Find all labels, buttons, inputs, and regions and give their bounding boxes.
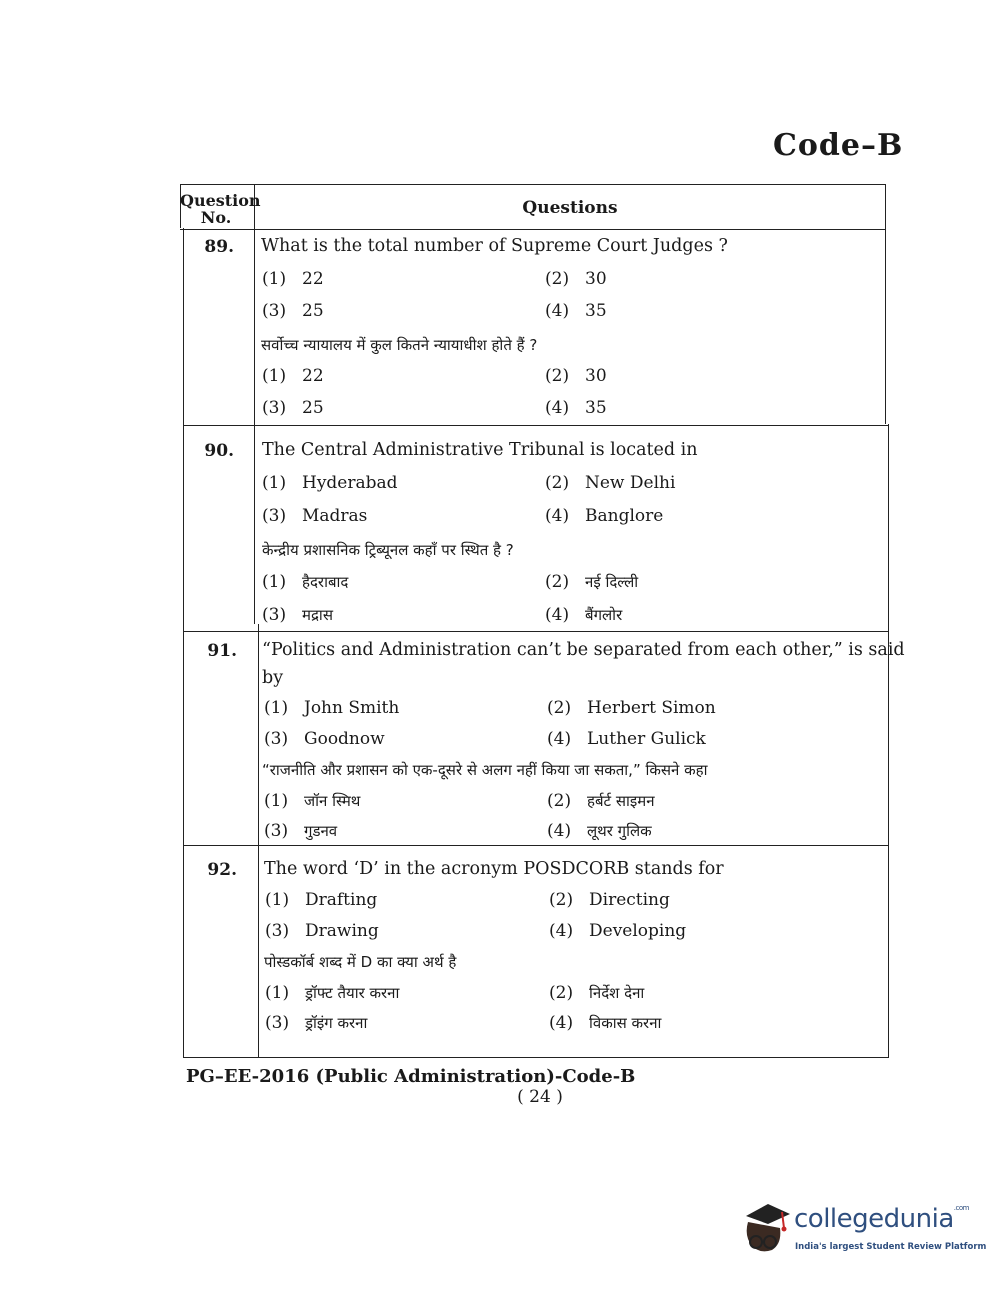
option-4-en: (4) Banglore xyxy=(545,506,664,526)
option-3-hi: (3) मद्रास xyxy=(262,605,333,625)
question-text-en-line1: “Politics and Administration can’t be separated from each other,” is said xyxy=(262,640,905,660)
option-1-hi: (1) जॉन स्मिथ xyxy=(264,791,361,811)
option-3-hi: (3) गुडनव xyxy=(264,821,338,841)
option-3-en: (3) Madras xyxy=(262,506,368,526)
header-questions: Questions xyxy=(522,198,618,218)
header-row-divider xyxy=(180,229,885,230)
code-label: Code–B xyxy=(773,128,904,163)
option-2-hi: (2) हर्बर्ट साइमन xyxy=(547,791,655,811)
option-3-hi: (3) ड्रॉइंग करना xyxy=(265,1013,368,1033)
row-divider-89-90 xyxy=(183,425,888,426)
logo-tagline: India's largest Student Review Platform xyxy=(795,1242,987,1252)
option-1-en: (1) 22 xyxy=(262,269,324,289)
option-2-en: (2) New Delhi xyxy=(545,473,676,493)
question-text-hi: केन्द्रीय प्रशासनिक ट्रिब्यूनल कहाँ पर स्थित है ? xyxy=(262,541,514,559)
option-4-hi: (4) लूथर गुलिक xyxy=(547,821,652,841)
question-text-hi: सर्वोच्च न्यायालय में कुल कितने न्यायाधीश होते हैं ? xyxy=(261,336,538,354)
option-1-en: (1) Hyderabad xyxy=(262,473,398,493)
option-2-hi: (2) नई दिल्ली xyxy=(545,572,639,592)
option-3-en: (3) Drawing xyxy=(265,921,379,941)
mascot-icon xyxy=(738,1198,794,1260)
column-divider-lower xyxy=(258,624,259,1058)
option-1-en: (1) Drafting xyxy=(265,890,378,910)
question-text-en: The word ‘D’ in the acronym POSDCORB stands for xyxy=(264,859,724,879)
option-3-en: (3) 25 xyxy=(262,301,324,321)
option-2-en: (2) Directing xyxy=(549,890,670,910)
option-4-hi: (4) विकास करना xyxy=(549,1013,662,1033)
option-3-hi: (3) 25 xyxy=(262,398,324,418)
row-divider-91-92 xyxy=(183,845,888,846)
table-border-right xyxy=(885,184,886,424)
question-text-hi: “राजनीति और प्रशासन को एक-दूसरे से अलग नहीं किया जा सकता,” किसने कहा xyxy=(262,761,708,779)
option-2-en: (2) 30 xyxy=(545,269,607,289)
option-1-hi: (1) ड्रॉफ्ट तैयार करना xyxy=(265,983,400,1003)
question-text-en-line2: by xyxy=(262,668,284,688)
logo-name: collegedunia$^{.com}$ xyxy=(794,1204,969,1234)
row-divider-90-91 xyxy=(183,631,888,632)
question-number: 92. xyxy=(207,860,237,880)
option-1-hi: (1) 22 xyxy=(262,366,324,386)
option-4-en: (4) Luther Gulick xyxy=(547,729,706,749)
option-1-hi: (1) हैदराबाद xyxy=(262,572,349,592)
option-4-hi: (4) बैंगलोर xyxy=(545,605,623,625)
table-border-right-lower xyxy=(888,424,889,1058)
header-question-no: Question No. xyxy=(180,191,261,227)
option-4-en: (4) 35 xyxy=(545,301,607,321)
question-text-en: The Central Administrative Tribunal is located in xyxy=(262,440,698,460)
option-1-en: (1) John Smith xyxy=(264,698,400,718)
option-2-en: (2) Herbert Simon xyxy=(547,698,716,718)
column-divider xyxy=(254,184,255,624)
footer-title: PG–EE-2016 (Public Administration)-Code-B xyxy=(186,1066,636,1087)
question-number: 89. xyxy=(204,237,234,257)
collegedunia-logo xyxy=(738,1198,987,1264)
question-text-hi: पोस्डकॉर्ब शब्द में D का क्या अर्थ है xyxy=(264,953,457,971)
option-4-hi: (4) 35 xyxy=(545,398,607,418)
option-4-en: (4) Developing xyxy=(549,921,687,941)
table-border-bottom xyxy=(183,1057,889,1058)
option-2-hi: (2) 30 xyxy=(545,366,607,386)
page-number: ( 24 ) xyxy=(517,1087,563,1107)
option-2-hi: (2) निर्देश देना xyxy=(549,983,645,1003)
question-text-en: What is the total number of Supreme Court Judges ? xyxy=(261,236,728,256)
table-border-top xyxy=(180,184,885,185)
question-number: 91. xyxy=(207,641,237,661)
option-3-en: (3) Goodnow xyxy=(264,729,385,749)
question-number: 90. xyxy=(204,441,234,461)
